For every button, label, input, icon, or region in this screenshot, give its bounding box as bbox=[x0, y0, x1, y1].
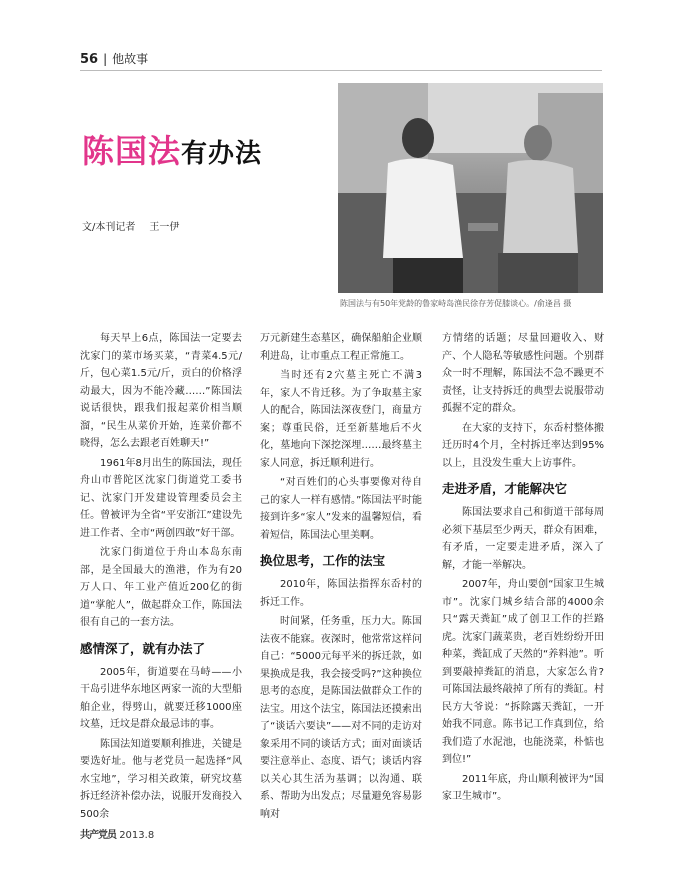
column-1 bbox=[80, 330, 242, 825]
paragraph: “对百姓们的心头事要像对待自己的家人一样有感情。”陈国法平时能接到许多“家人”发来的温馨短信，看着短信，陈国法心里美啊。 bbox=[260, 477, 422, 541]
article-photo bbox=[338, 83, 603, 293]
paragraph: 1961年8月出生的陈国法，现任舟山市普陀区沈家门街道党工委书记、沈家门开发建设管理委员会主任。曾被评为全省“平安浙江”建设先进工作者、全市“两创四敢”好干部。 bbox=[80, 457, 242, 539]
section-heading: 走进矛盾，才能解决它 bbox=[442, 481, 568, 496]
section-heading: 感情深了，就有办法了 bbox=[80, 640, 206, 656]
byline bbox=[82, 218, 179, 233]
issue-date: 2013.8 bbox=[119, 830, 155, 841]
page-header bbox=[80, 50, 148, 67]
magazine-logo: 共产党员 bbox=[80, 830, 116, 841]
column-2 bbox=[260, 330, 422, 825]
column-3 bbox=[442, 330, 604, 808]
paragraph: 每天早上6点，陈国法一定要去沈家门的菜市场买菜，“青菜4.5元/斤，包心菜1.5元/斤，贡白的价格浮动最大，因为不能冷藏……”陈国法说话很快，跟我们报起菜价相当顺溜，“民生从菜价开始，连菜价都不晓得，怎么去跟老百姓聊天!” bbox=[80, 333, 242, 449]
page-footer bbox=[80, 826, 154, 841]
section-name: 他故事 bbox=[112, 52, 149, 66]
header-separator: | bbox=[103, 52, 108, 66]
paragraph: 2005年，街道要在马峙——小干岛引进华东地区两家一流的大型船舶企业，得劈山，就要迁移1000座坟墓，迁坟是群众最忌讳的事。 bbox=[80, 666, 242, 730]
byline-prefix: 文/本刊记者 bbox=[82, 222, 136, 233]
photo-caption: 陈国法与有50年党龄的鲁家峙岛渔民徐存芳促膝谈心。/俞逢昌 摄 bbox=[340, 299, 572, 308]
paragraph: 陈国法要求自己和街道干部每周必须下基层至少两天，群众有困难，有矛盾，一定要走进矛盾，深入了解，才能一举解决。 bbox=[442, 507, 604, 571]
paragraph: 在大家的支持下，东岙村整体搬迁历时4个月，全村拆迁率达到95%以上，且没发生重大上访事件。 bbox=[442, 422, 604, 469]
title-rest: 有办法 bbox=[181, 139, 263, 169]
paragraph: 当时还有2穴墓主死亡不满3年，家人不肯迁移。为了争取墓主家人的配合，陈国法深夜登门，商量方案；尊重民俗，迁至新墓地后不火化，墓地向下深挖深埋……最终墓主家人同意，拆迁顺利进行。 bbox=[260, 370, 422, 469]
byline-author: 王一伊 bbox=[149, 222, 180, 233]
article-title bbox=[82, 126, 262, 172]
paragraph: 2007年，舟山要创“国家卫生城市”。沈家门城乡结合部的4000余只“露天粪缸”成了创卫工作的拦路虎。沈家门蔬菜贵，老百姓纷纷开田种菜，粪缸成了天然的“养料池”。听到要敲掉粪缸的消息，大家怎么肯?可陈国法最终敲掉了所有的粪缸。村民方大爷说：“拆除露天粪缸，一开始我不同意。陈书记工作真到位，给我们造了水泥池，也能浇菜，朴惦也到位!” bbox=[442, 579, 604, 765]
title-highlight: 陈国法 bbox=[82, 132, 182, 170]
paragraph: 万元新建生态墓区，确保船舶企业顺利进岛，让市重点工程正常施工。 bbox=[260, 333, 422, 362]
paragraph: 时间紧，任务重，压力大。陈国法夜不能寐。夜深时，他常常这样问自己：“5000元每平米的拆迁款，如果换成是我，我会接受吗?”这种换位思考的态度，是陈国法做群众工作的法宝。用这个法宝，陈国法还摸索出了“谈话六要诀”——对不同的走访对象采用不同的谈话方式；面对面谈话要注意举止、态度、语气；谈话内容以关心其生活为基调；以沟通、联系、帮助为出发点；尽量避免容易影响对 bbox=[260, 616, 422, 820]
page-number: 56 bbox=[80, 52, 99, 67]
paragraph: 2010年，陈国法指挥东岙村的拆迁工作。 bbox=[260, 579, 422, 608]
paragraph: 2011年底，舟山顺利被评为“国家卫生城市”。 bbox=[442, 773, 604, 802]
header-rule bbox=[80, 70, 602, 71]
paragraph: 陈国法知道要顺利推进，关键是要选好址。他与老党员一起选择“风水宝地”，学习相关政策，研究坟墓拆迁经济补偿办法，说服开发商投入500余 bbox=[80, 738, 242, 820]
paragraph: 沈家门街道位于舟山本岛东南部，是全国最大的渔港，作为有20万人口、年工业产值近200亿的街道“掌舵人”，做起群众工作，陈国法很有自己的一套方法。 bbox=[80, 547, 242, 628]
section-heading: 换位思考，工作的法宝 bbox=[260, 553, 386, 568]
paragraph: 方情绪的话题；尽量回避收入、财产、个人隐私等敏感性问题。个别群众一时不理解，陈国法不急不躁更不责怪，让支持拆迁的典型去说服带动孤握不定的群众。 bbox=[442, 333, 604, 414]
